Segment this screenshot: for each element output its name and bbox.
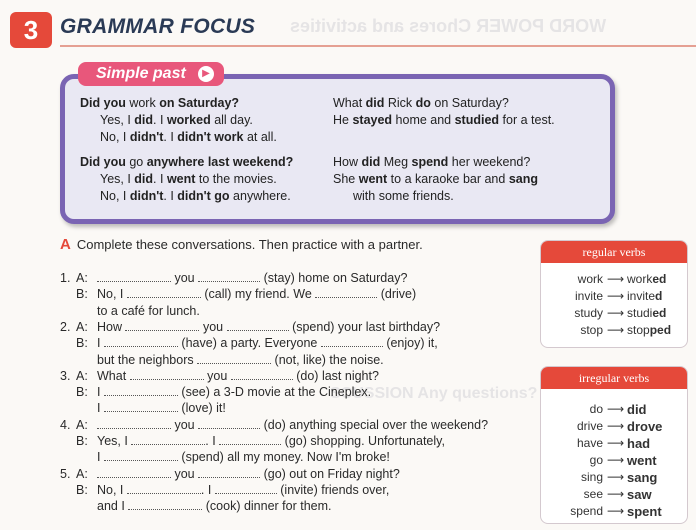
conversation-line (97, 286, 416, 302)
conversation-line (97, 303, 200, 319)
conversation-line (97, 433, 445, 449)
grammar-text: . I (163, 130, 178, 144)
verb-row (541, 322, 687, 339)
conversation-line (97, 384, 371, 400)
speaker-label: A: (76, 466, 88, 481)
item-number: 3. (60, 368, 71, 383)
grammar-bold-text: do (415, 96, 431, 110)
grammar-line (333, 171, 538, 187)
verb-row (541, 418, 687, 435)
grammar-line (333, 112, 555, 128)
grammar-bold-text: studied (454, 113, 500, 127)
line-text: . I (205, 434, 220, 448)
grammar-bold-text: you (100, 96, 130, 110)
line-text: (see) a 3-D movie at the Cineplex. (177, 385, 372, 400)
verb-base: do (589, 402, 603, 416)
grammar-bold-text: went (358, 172, 388, 186)
grammar-bold-text: did (361, 155, 381, 169)
speaker-label: A: (76, 417, 88, 432)
arrow-icon: ⟶ (607, 289, 625, 303)
conversation-line (97, 319, 440, 335)
arrow-icon: ⟶ (607, 272, 625, 286)
line-text: (call) my friend. We (200, 287, 316, 302)
arrow-icon: ⟶ (607, 453, 625, 467)
line-text: (do) anything special over the weekend? (260, 417, 489, 432)
grammar-text: . I (153, 113, 167, 127)
line-text: (stay) home on Saturday? (260, 271, 408, 285)
answer-blank[interactable] (97, 271, 171, 282)
line-text: I (97, 450, 104, 465)
grammar-bold-text: worked (166, 113, 211, 127)
verb-row (541, 503, 687, 520)
item-number: 4. (60, 417, 71, 432)
verb-row (541, 271, 687, 288)
grammar-bold-text: on Saturday? (155, 96, 240, 110)
answer-blank[interactable] (315, 287, 377, 298)
line-text: No, I (97, 482, 127, 497)
grammar-line (80, 95, 239, 111)
past-stem: work (627, 272, 653, 286)
conversation-line (97, 335, 438, 351)
line-text: (invite) friends over, (276, 482, 390, 497)
answer-blank[interactable] (97, 418, 171, 429)
answer-blank[interactable] (127, 483, 201, 494)
verb-past: did (627, 402, 647, 417)
grammar-text: her weekend? (448, 155, 531, 169)
answer-blank[interactable] (198, 467, 260, 478)
speaker-label: B: (76, 385, 88, 400)
line-text: I (97, 401, 104, 416)
past-ending: ped (649, 323, 672, 337)
line-text: you (203, 368, 231, 383)
line-text: I (97, 336, 104, 351)
grammar-text: . I (163, 189, 178, 203)
line-text: (go) out on Friday night? (260, 466, 400, 481)
arrow-icon: ⟶ (607, 306, 625, 320)
conversation-line (97, 352, 384, 368)
grammar-text: to a karaoke bar and (387, 172, 509, 186)
grammar-text: go (129, 155, 144, 169)
grammar-bold-text: did (134, 113, 154, 127)
grammar-bold-text: did (134, 172, 154, 186)
conversation-line (97, 466, 400, 482)
grammar-bold-text: you (100, 155, 130, 169)
answer-blank[interactable] (197, 353, 271, 364)
answer-blank[interactable] (215, 483, 277, 494)
answer-blank[interactable] (104, 385, 178, 396)
grammar-text: for a test. (499, 113, 555, 127)
arrow-icon: ⟶ (607, 323, 625, 337)
answer-blank[interactable] (128, 499, 202, 510)
section-number-badge: 3 (10, 12, 52, 48)
past-stem: invite (627, 289, 656, 303)
grammar-text: all day. (210, 113, 253, 127)
verb-past: drove (627, 419, 663, 434)
item-number: 1. (60, 271, 71, 285)
line-text: (cook) dinner for them. (202, 499, 332, 514)
verb-row (541, 288, 687, 305)
line-text: (do) last night? (292, 368, 379, 383)
line-text: (drive) (377, 287, 417, 302)
verb-base: stop (580, 323, 603, 337)
line-text: (have) a party. Everyone (177, 336, 321, 351)
title-divider (60, 45, 696, 47)
speaker-label: A: (76, 319, 88, 334)
speaker-label: A: (76, 368, 88, 383)
grammar-text: work (129, 96, 156, 110)
grammar-text: Rick (384, 96, 416, 110)
grammar-text: Yes, I (100, 172, 135, 186)
past-stem: studi (627, 306, 653, 320)
grammar-bold-text: stayed (352, 113, 393, 127)
answer-blank[interactable] (198, 271, 260, 282)
answer-blank[interactable] (198, 418, 260, 429)
conversation-line (97, 449, 390, 465)
grammar-text: No, I (100, 189, 130, 203)
verb-past (627, 272, 666, 286)
grammar-bold-text: did (365, 96, 385, 110)
answer-blank[interactable] (130, 369, 204, 380)
line-text: (not, like) the noise. (271, 352, 384, 367)
grammar-bold-text: anywhere last weekend? (143, 155, 294, 169)
line-text: I (97, 385, 104, 400)
grammar-text: Did (80, 96, 101, 110)
grammar-line (100, 188, 291, 204)
verb-base: spend (570, 504, 603, 518)
line-text: (spend) all my money. Now I'm broke! (177, 450, 390, 465)
line-text: (love) it! (177, 401, 226, 416)
grammar-text: What (333, 96, 366, 110)
conversation-line (97, 368, 379, 384)
speaker-label: B: (76, 287, 88, 302)
line-text: to a café for lunch. (97, 303, 200, 318)
answer-blank[interactable] (219, 434, 281, 445)
line-text: and I (97, 499, 129, 514)
conversation-line (97, 482, 389, 498)
verb-base: go (589, 453, 603, 467)
item-number: 2. (60, 319, 71, 334)
grammar-text: He (333, 113, 353, 127)
verb-row (541, 401, 687, 418)
verb-past (627, 289, 662, 303)
regular-verbs-title: regular verbs (541, 241, 687, 263)
grammar-line (100, 129, 277, 145)
line-text: How (97, 319, 126, 334)
verb-base: sing (580, 470, 603, 484)
instruction-text: Complete these conversations. Then practice with a partner. (76, 237, 423, 252)
arrow-icon: ⟶ (607, 419, 625, 433)
verb-past: went (627, 453, 657, 468)
grammar-text: with some friends. (353, 189, 454, 203)
grammar-text: to the movies. (195, 172, 277, 186)
arrow-icon: ⟶ (607, 504, 625, 518)
line-text: you (171, 466, 199, 481)
answer-blank[interactable] (125, 320, 199, 331)
answer-blank[interactable] (104, 450, 178, 461)
line-text: you (171, 417, 199, 432)
answer-blank[interactable] (231, 369, 293, 380)
conversation-line (97, 270, 407, 286)
grammar-text: anywhere. (229, 189, 291, 203)
line-text: you (199, 319, 227, 334)
conversation-line (97, 400, 226, 416)
section-header (10, 12, 696, 48)
grammar-text: Did (80, 155, 101, 169)
line-text: but the neighbors (97, 352, 198, 367)
answer-blank[interactable] (97, 467, 171, 478)
line-text: (enjoy) it, (382, 336, 438, 351)
simple-past-label: Simple past (96, 65, 186, 82)
grammar-bold-text: didn't go (177, 189, 230, 203)
verb-past: saw (627, 487, 652, 502)
line-text: . I (200, 482, 215, 497)
grammar-text: home and (392, 113, 455, 127)
grammar-bold-text: didn't work (177, 130, 244, 144)
past-ending: ed (652, 272, 667, 286)
grammar-bold-text: didn't (129, 130, 164, 144)
grammar-text: She (333, 172, 359, 186)
verb-base: see (583, 487, 603, 501)
answer-blank[interactable] (104, 336, 178, 347)
grammar-text: Yes, I (100, 113, 135, 127)
speaker-label: B: (76, 336, 88, 351)
verb-past: sang (627, 470, 658, 485)
speaker-label: B: (76, 434, 88, 448)
simple-past-tab (78, 62, 224, 86)
grammar-line (100, 112, 253, 128)
audio-play-icon[interactable]: ▶ (198, 66, 214, 82)
grammar-text: How (333, 155, 362, 169)
irregular-verbs-title: irregular verbs (541, 367, 687, 389)
verb-row (541, 486, 687, 503)
verb-row (541, 452, 687, 469)
verb-past: had (627, 436, 651, 451)
past-ending: ed (652, 306, 667, 320)
regular-verbs-box (540, 240, 688, 348)
conversation-line (97, 417, 488, 433)
line-text: What (97, 368, 130, 383)
answer-blank[interactable] (227, 320, 289, 331)
verb-row (541, 469, 687, 486)
past-stem: stop (627, 323, 650, 337)
line-text: (spend) your last birthday? (288, 319, 441, 334)
grammar-text: Meg (380, 155, 412, 169)
grammar-bold-text: didn't (129, 189, 164, 203)
grammar-text: at all. (243, 130, 277, 144)
item-number: 5. (60, 466, 71, 481)
section-title: GRAMMAR FOCUS (60, 15, 256, 38)
grammar-line (333, 95, 509, 111)
grammar-line (80, 154, 293, 170)
line-text: (go) shopping. Unfortunately, (281, 434, 445, 448)
grammar-text: . I (153, 172, 167, 186)
verb-past (627, 306, 666, 320)
answer-blank[interactable] (321, 336, 383, 347)
grammar-bold-text: spend (411, 155, 449, 169)
grammar-text: on Saturday? (430, 96, 509, 110)
exercise-letter: A (60, 236, 71, 253)
line-text: No, I (97, 287, 127, 302)
verb-base: invite (574, 289, 603, 303)
arrow-icon: ⟶ (607, 487, 625, 501)
verb-base: study (574, 306, 603, 320)
verb-base: work (577, 272, 603, 286)
grammar-bold-text: went (166, 172, 196, 186)
verb-past (627, 323, 671, 337)
exercise-instruction (60, 236, 423, 253)
conversation-line (97, 498, 332, 514)
grammar-line (333, 154, 530, 170)
grammar-bold-text: sang (508, 172, 538, 186)
verb-row (541, 305, 687, 322)
answer-blank[interactable] (127, 287, 201, 298)
line-text: Yes, I (97, 434, 132, 448)
line-text: you (171, 271, 199, 285)
verb-row (541, 435, 687, 452)
verb-past: spent (627, 504, 662, 519)
arrow-icon: ⟶ (607, 402, 625, 416)
answer-blank[interactable] (131, 434, 205, 445)
grammar-line (353, 188, 454, 204)
arrow-icon: ⟶ (607, 470, 625, 484)
grammar-line (100, 171, 277, 187)
answer-blank[interactable] (104, 401, 178, 412)
speaker-label: B: (76, 482, 88, 497)
verb-base: drive (576, 419, 603, 433)
irregular-verbs-box (540, 366, 688, 524)
arrow-icon: ⟶ (607, 436, 625, 450)
verb-base: have (576, 436, 603, 450)
past-ending: d (655, 289, 663, 303)
grammar-text: No, I (100, 130, 130, 144)
speaker-label: A: (76, 271, 88, 285)
